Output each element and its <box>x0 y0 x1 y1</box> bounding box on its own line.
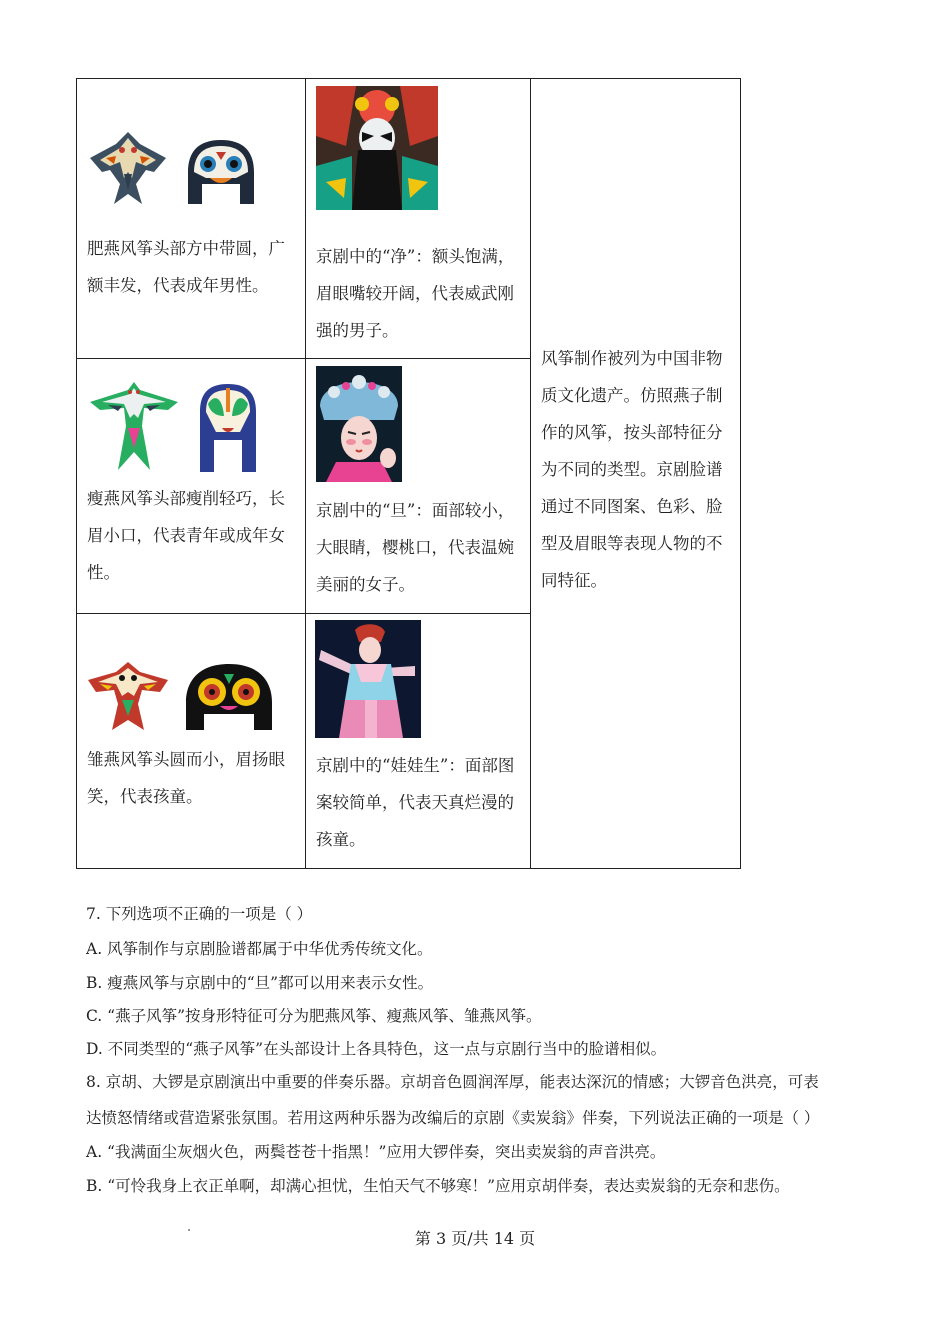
question-7-option-c: C. “燕子风筝”按身形特征可分为肥燕风筝、瘦燕风筝、雏燕风筝。 <box>86 1007 542 1025</box>
wawasheng-description: 京剧中的“娃娃生”：面部图案较简单，代表天真烂漫的孩童。 <box>316 756 515 849</box>
intangible-heritage-note: 风筝制作被列为中国非物质文化遗产。仿照燕子制作的风筝，按头部特征分为不同的类型。京剧脸谱通过不同图案、色彩、脸型及眉眼等表现人物的不同特征。 <box>541 349 723 590</box>
row-divider-1 <box>76 358 531 359</box>
question-7-option-a: A. 风筝制作与京剧脸谱都属于中华优秀传统文化。 <box>86 940 433 958</box>
fat-swallow-description: 肥燕风筝头部方中带圆，广额丰发，代表成年男性。 <box>87 239 285 295</box>
question-7-option-d: D. 不同类型的“燕子风筝”在头部设计上各具特色，这一点与京剧行当中的脸谱相似。 <box>86 1040 667 1058</box>
thin-swallow-kite-image <box>88 378 180 472</box>
young-swallow-description: 雏燕风筝头圆而小，眉扬眼笑，代表孩童。 <box>87 750 285 806</box>
question-8-option-a: A. “我满面尘灰烟火色，两鬓苍苍十指黑！”应用大锣伴奏，突出卖炭翁的声音洪亮。 <box>86 1143 666 1161</box>
question-8-stem-line-2: 达愤怒情绪或营造紧张氛围。若用这两种乐器为改编后的京剧《卖炭翁》伴奏，下列说法正确的一项是（ ） <box>86 1109 820 1127</box>
fat-swallow-kite-image <box>88 128 168 208</box>
fat-swallow-head-pattern-image <box>186 138 256 206</box>
thin-swallow-head-pattern-image <box>198 382 258 474</box>
dan-description: 京剧中的“旦”：面部较小，大眼睛，樱桃口，代表温婉美丽的女子。 <box>316 501 515 594</box>
col-divider-1 <box>305 78 306 869</box>
question-7-stem: 7. 下列选项不正确的一项是（ ） <box>86 905 313 923</box>
col-divider-2 <box>530 78 531 869</box>
jing-role-photo <box>316 86 438 210</box>
question-7-option-b: B. 瘦燕风筝与京剧中的“旦”都可以用来表示女性。 <box>86 974 434 992</box>
question-8-option-b: B. “可怜我身上衣正单啊，却满心担忧，生怕天气不够寒！”应用京胡伴奏，表达卖炭翁的无奈和悲伤。 <box>86 1177 790 1195</box>
dan-role-photo <box>316 366 402 482</box>
row-divider-2 <box>76 613 531 614</box>
wawasheng-role-photo <box>315 620 421 738</box>
page-footer: 第 3 页/共 14 页 <box>414 1229 536 1248</box>
young-swallow-kite-image <box>86 660 170 732</box>
question-8-stem-line-1: 8. 京胡、大锣是京剧演出中重要的伴奏乐器。京胡音色圆润浑厚，能表达深沉的情感；大锣音色洪亮，可表 <box>86 1073 819 1091</box>
thin-swallow-description: 瘦燕风筝头部瘦削轻巧，长眉小口，代表青年或成年女性。 <box>87 489 285 582</box>
young-swallow-head-pattern-image <box>184 662 274 732</box>
jing-description: 京剧中的“净”：额头饱满，眉眼嘴较开阔，代表威武刚强的男子。 <box>316 247 515 340</box>
